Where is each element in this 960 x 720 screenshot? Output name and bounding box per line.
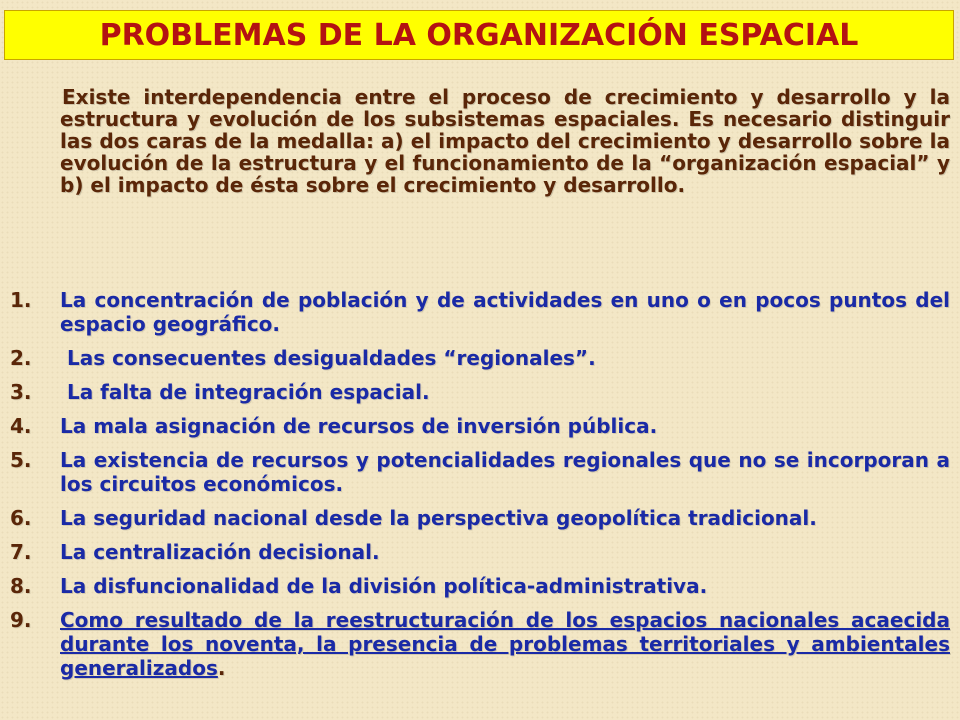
list-item-9 (10, 608, 950, 680)
item-text: La concentración de población y de actividades en uno o en pocos puntos del espacio geográfico. (60, 288, 950, 336)
item-text: La falta de integración espacial. (60, 380, 430, 404)
item-number: 5. (10, 448, 32, 472)
list-item-4 (10, 414, 950, 438)
list-item-6 (10, 506, 950, 530)
problem-list (10, 288, 950, 690)
item-text: La mala asignación de recursos de inversión pública. (60, 414, 658, 438)
item-text: La existencia de recursos y potencialidades regionales que no se incorporan a los circuitos económicos. (60, 448, 950, 496)
item-number: 2. (10, 346, 32, 370)
item-text-container (60, 608, 950, 680)
list-item-8 (10, 574, 950, 598)
item-number: 6. (10, 506, 32, 530)
slide-title: PROBLEMAS DE LA ORGANIZACIÓN ESPACIAL (99, 17, 859, 53)
list-item-7 (10, 540, 950, 564)
item-text: La seguridad nacional desde la perspectiva geopolítica tradicional. (60, 506, 817, 530)
item-text: La disfuncionalidad de la división política-administrativa. (60, 574, 708, 598)
item-text-trail: . (217, 656, 226, 680)
item-number: 7. (10, 540, 32, 564)
item-number: 1. (10, 288, 32, 312)
item-number: 8. (10, 574, 32, 598)
title-banner (4, 10, 954, 60)
item-number: 4. (10, 414, 32, 438)
list-item-2 (10, 346, 950, 370)
item-text: Las consecuentes desigualdades “regionales”. (60, 346, 596, 370)
item-number: 9. (10, 608, 32, 632)
item-number: 3. (10, 380, 32, 404)
item-text-underlined: Como resultado de la reestructuración de los espacios nacionales acaecida durante los noventa, la presencia de problemas territoriales y ambientales generalizados (60, 608, 950, 680)
list-item-3 (10, 380, 950, 404)
list-item-1 (10, 288, 950, 336)
intro-paragraph: Existe interdependencia entre el proceso de crecimiento y desarrollo y la estructura y evolución de los subsistemas espaciales. Es necesario distinguir las dos caras de la medalla: a) el impacto del crecimiento y desarrollo sobre la evolución de la estructura y el funcionamiento de la “organización espacial” y b) el impacto de ésta sobre el crecimiento y desarrollo. (60, 85, 950, 197)
list-item-5 (10, 448, 950, 496)
item-text: La centralización decisional. (60, 540, 380, 564)
